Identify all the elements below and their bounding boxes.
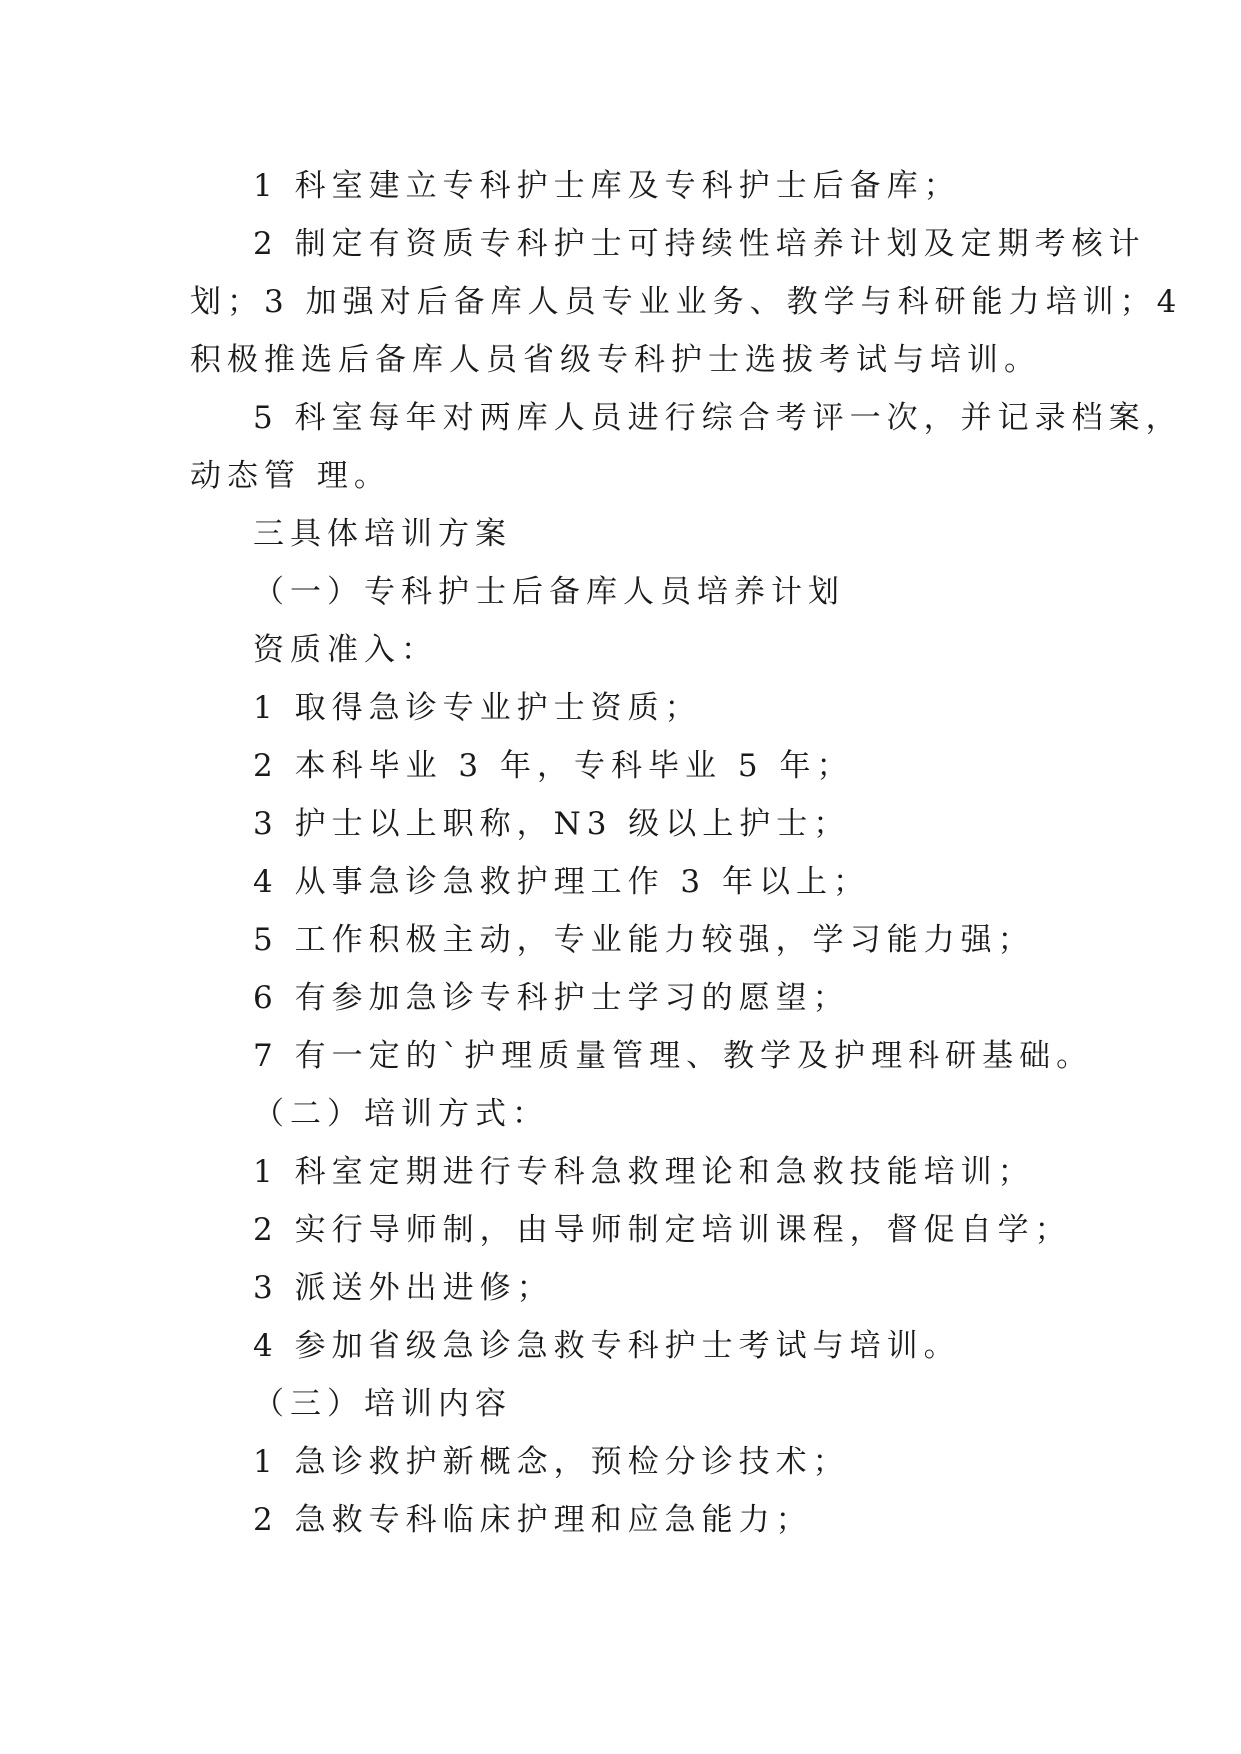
list-item: 7 有一定的`护理质量管理、教学及护理科研基础。: [253, 1038, 1094, 1074]
document-body: [190, 157, 1183, 1549]
list-item: 2 实行导师制，由导师制定培训课程，督促自学；: [253, 1212, 1072, 1248]
list-item: 1 取得急诊专业护士资质；: [253, 690, 702, 726]
list-item: 4 参加省级急诊急救专科护士考试与培训。: [253, 1328, 961, 1364]
text-line: 积极推选后备库人员省级专科护士选拔考试与培训。: [190, 342, 1041, 378]
text-line: 5 科室每年对两库人员进行综合考评一次，并记录档案，: [253, 400, 1183, 436]
subsection-heading: （一）专科护士后备库人员培养计划: [253, 574, 845, 610]
list-item: 6 有参加急诊专科护士学习的愿望；: [253, 980, 850, 1016]
list-item: 4 从事急诊急救护理工作 3 年以上；: [253, 864, 871, 900]
list-item: 1 急诊救护新概念，预检分诊技术；: [253, 1444, 850, 1480]
list-item: 2 本科毕业 3 年，专科毕业 5 年；: [253, 748, 854, 784]
subsection-heading: （二）培训方式：: [253, 1096, 549, 1132]
list-item: 3 护士以上职称，N3 级以上护士；: [253, 806, 851, 842]
text-line: 2 制定有资质专科护士可持续性培养计划及定期考核计: [253, 226, 1146, 262]
text-line: 1 科室建立专科护士库及专科护士后备库；: [253, 168, 961, 204]
section-heading: 三具体培训方案: [253, 516, 512, 552]
subsection-heading: （三）培训内容: [253, 1386, 512, 1422]
text-line: 划；3 加强对后备库人员专业业务、教学与科研能力培训；4: [190, 284, 1183, 320]
list-item: 5 工作积极主动，专业能力较强，学习能力强；: [253, 922, 1035, 958]
text-line: 资质准入：: [253, 632, 438, 668]
text-line: 动态管 理。: [190, 458, 391, 494]
list-item: 1 科室定期进行专科急救理论和急救技能培训；: [253, 1154, 1035, 1190]
list-item: 2 急救专科临床护理和应急能力；: [253, 1502, 813, 1538]
list-item: 3 派送外出进修；: [253, 1270, 554, 1306]
